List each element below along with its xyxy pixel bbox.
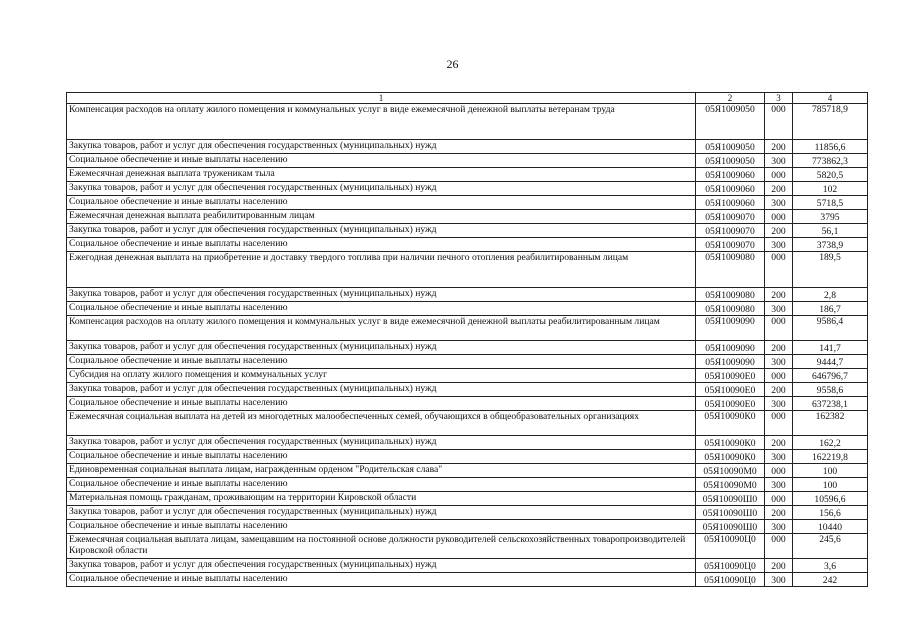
row-code: 05Я1009070	[696, 224, 765, 238]
table-row	[67, 411, 868, 436]
row-sum: 100	[793, 478, 868, 492]
row-name: Социальное обеспечение и иные выплаты населению	[67, 154, 696, 168]
row-sum: 242	[793, 573, 868, 587]
row-sum: 162,2	[793, 436, 868, 450]
row-code: 05Я10090Ш0	[696, 520, 765, 534]
table-row	[67, 252, 868, 288]
row-type: 000	[765, 464, 793, 478]
page-number: 26	[446, 57, 459, 71]
row-sum: 785718,9	[793, 104, 868, 140]
row-name: Социальное обеспечение и иные выплаты населению	[67, 450, 696, 464]
row-code: 05Я10090К0	[696, 450, 765, 464]
row-name: Компенсация расходов на оплату жилого помещения и коммунальных услуг в виде ежемесячной денежной выплаты реабилитированным лицам	[67, 316, 696, 341]
table-row	[67, 383, 868, 397]
row-name: Социальное обеспечение и иные выплаты населению	[67, 573, 696, 587]
row-code: 05Я1009090	[696, 355, 765, 369]
table-row	[67, 341, 868, 355]
row-code: 05Я1009050	[696, 104, 765, 140]
row-type: 300	[765, 238, 793, 252]
row-type: 000	[765, 210, 793, 224]
table-row	[67, 450, 868, 464]
table-row	[67, 355, 868, 369]
row-sum: 156,6	[793, 506, 868, 520]
row-type: 300	[765, 397, 793, 411]
row-code: 05Я10090Ш0	[696, 492, 765, 506]
row-sum: 10596,6	[793, 492, 868, 506]
table-row	[67, 104, 868, 140]
row-type: 300	[765, 355, 793, 369]
row-sum: 9558,6	[793, 383, 868, 397]
row-type: 000	[765, 104, 793, 140]
row-type: 000	[765, 168, 793, 182]
row-code: 05Я1009080	[696, 288, 765, 302]
row-sum: 9586,4	[793, 316, 868, 341]
row-code: 05Я10090Ц0	[696, 573, 765, 587]
row-type: 200	[765, 140, 793, 154]
row-name: Закупка товаров, работ и услуг для обеспечения государственных (муниципальных) нужд	[67, 436, 696, 450]
row-code: 05Я1009060	[696, 182, 765, 196]
table-row	[67, 436, 868, 450]
header-col-1: 1	[67, 93, 696, 104]
table-row	[67, 302, 868, 316]
row-type: 200	[765, 288, 793, 302]
row-code: 05Я10090Ш0	[696, 506, 765, 520]
row-name: Единовременная социальная выплата лицам, награжденным орденом "Родительская слава"	[67, 464, 696, 478]
table-row	[67, 288, 868, 302]
budget-table	[66, 92, 868, 587]
table-row	[67, 210, 868, 224]
row-name: Социальное обеспечение и иные выплаты населению	[67, 355, 696, 369]
row-code: 05Я10090Е0	[696, 383, 765, 397]
row-name: Закупка товаров, работ и услуг для обеспечения государственных (муниципальных) нужд	[67, 182, 696, 196]
row-sum: 102	[793, 182, 868, 196]
row-type: 200	[765, 436, 793, 450]
table-row	[67, 397, 868, 411]
table-row	[67, 238, 868, 252]
row-name: Закупка товаров, работ и услуг для обеспечения государственных (муниципальных) нужд	[67, 506, 696, 520]
table-row	[67, 140, 868, 154]
table-header-row	[67, 93, 868, 104]
row-name: Ежегодная денежная выплата на приобретение и доставку твердого топлива при наличии печного отопления реабилитированным лицам	[67, 252, 696, 288]
row-name: Материальная помощь гражданам, проживающим на территории Кировской области	[67, 492, 696, 506]
row-type: 300	[765, 573, 793, 587]
row-type: 200	[765, 559, 793, 573]
table-row	[67, 154, 868, 168]
table-row	[67, 316, 868, 341]
header-col-4: 4	[793, 93, 868, 104]
table-row	[67, 464, 868, 478]
row-type: 200	[765, 224, 793, 238]
row-sum: 100	[793, 464, 868, 478]
row-name: Закупка товаров, работ и услуг для обеспечения государственных (муниципальных) нужд	[67, 559, 696, 573]
row-name: Ежемесячная денежная выплата труженикам тыла	[67, 168, 696, 182]
table-row	[67, 520, 868, 534]
table-row	[67, 506, 868, 520]
table-row	[67, 196, 868, 210]
table-row	[67, 492, 868, 506]
row-sum: 162382	[793, 411, 868, 436]
row-type: 300	[765, 478, 793, 492]
row-sum: 56,1	[793, 224, 868, 238]
row-name: Субсидия на оплату жилого помещения и коммунальных услуг	[67, 369, 696, 383]
row-type: 300	[765, 450, 793, 464]
row-type: 000	[765, 492, 793, 506]
table-row	[67, 224, 868, 238]
row-code: 05Я1009080	[696, 252, 765, 288]
row-name: Социальное обеспечение и иные выплаты населению	[67, 196, 696, 210]
row-type: 000	[765, 411, 793, 436]
table-row	[67, 534, 868, 559]
row-code: 05Я10090Ц0	[696, 559, 765, 573]
table-row	[67, 369, 868, 383]
row-code: 05Я1009060	[696, 196, 765, 210]
row-type: 300	[765, 154, 793, 168]
row-type: 000	[765, 534, 793, 559]
row-type: 200	[765, 341, 793, 355]
row-name: Ежемесячная социальная выплата на детей из многодетных малообеспеченных семей, обучающихся в общеобразовательных организациях	[67, 411, 696, 436]
row-type: 300	[765, 302, 793, 316]
row-code: 05Я1009080	[696, 302, 765, 316]
header-col-2: 2	[696, 93, 765, 104]
row-code: 05Я1009050	[696, 140, 765, 154]
row-code: 05Я1009060	[696, 168, 765, 182]
row-type: 200	[765, 383, 793, 397]
row-sum: 9444,7	[793, 355, 868, 369]
row-name: Компенсация расходов на оплату жилого помещения и коммунальных услуг в виде ежемесячной денежной выплаты ветеранам труда	[67, 104, 696, 140]
row-code: 05Я1009090	[696, 341, 765, 355]
row-code: 05Я10090М0	[696, 478, 765, 492]
row-type: 300	[765, 520, 793, 534]
row-sum: 245,6	[793, 534, 868, 559]
row-sum: 5718,5	[793, 196, 868, 210]
row-code: 05Я1009070	[696, 238, 765, 252]
row-code: 05Я1009090	[696, 316, 765, 341]
table-row	[67, 182, 868, 196]
row-code: 05Я10090К0	[696, 436, 765, 450]
row-sum: 646796,7	[793, 369, 868, 383]
row-type: 300	[765, 196, 793, 210]
row-name: Закупка товаров, работ и услуг для обеспечения государственных (муниципальных) нужд	[67, 224, 696, 238]
row-sum: 141,7	[793, 341, 868, 355]
row-code: 05Я10090Е0	[696, 397, 765, 411]
header-col-3: 3	[765, 93, 793, 104]
table-row	[67, 573, 868, 587]
row-code: 05Я1009070	[696, 210, 765, 224]
row-code: 05Я10090Ц0	[696, 534, 765, 559]
table-row	[67, 168, 868, 182]
row-sum: 162219,8	[793, 450, 868, 464]
row-type: 200	[765, 182, 793, 196]
row-sum: 11856,6	[793, 140, 868, 154]
row-code: 05Я10090Е0	[696, 369, 765, 383]
row-code: 05Я1009050	[696, 154, 765, 168]
row-name: Социальное обеспечение и иные выплаты населению	[67, 478, 696, 492]
row-sum: 637238,1	[793, 397, 868, 411]
row-name: Социальное обеспечение и иные выплаты населению	[67, 520, 696, 534]
row-sum: 3738,9	[793, 238, 868, 252]
row-code: 05Я10090М0	[696, 464, 765, 478]
row-sum: 2,8	[793, 288, 868, 302]
row-name: Закупка товаров, работ и услуг для обеспечения государственных (муниципальных) нужд	[67, 288, 696, 302]
row-sum: 5820,5	[793, 168, 868, 182]
row-name: Ежемесячная денежная выплата реабилитированным лицам	[67, 210, 696, 224]
row-sum: 3795	[793, 210, 868, 224]
row-name: Социальное обеспечение и иные выплаты населению	[67, 397, 696, 411]
row-name: Социальное обеспечение и иные выплаты населению	[67, 238, 696, 252]
row-code: 05Я10090К0	[696, 411, 765, 436]
row-sum: 773862,3	[793, 154, 868, 168]
row-name: Закупка товаров, работ и услуг для обеспечения государственных (муниципальных) нужд	[67, 140, 696, 154]
row-sum: 189,5	[793, 252, 868, 288]
row-sum: 186,7	[793, 302, 868, 316]
row-type: 000	[765, 316, 793, 341]
table-row	[67, 478, 868, 492]
row-type: 200	[765, 506, 793, 520]
row-name: Закупка товаров, работ и услуг для обеспечения государственных (муниципальных) нужд	[67, 341, 696, 355]
row-sum: 3,6	[793, 559, 868, 573]
table-row	[67, 559, 868, 573]
row-name: Ежемесячная социальная выплата лицам, замещавшим на постоянной основе должности руководителей сельскохозяйственных товаропроизводителей Кировской области	[67, 534, 696, 559]
row-sum: 10440	[793, 520, 868, 534]
row-type: 000	[765, 369, 793, 383]
row-name: Социальное обеспечение и иные выплаты населению	[67, 302, 696, 316]
row-type: 000	[765, 252, 793, 288]
row-name: Закупка товаров, работ и услуг для обеспечения государственных (муниципальных) нужд	[67, 383, 696, 397]
